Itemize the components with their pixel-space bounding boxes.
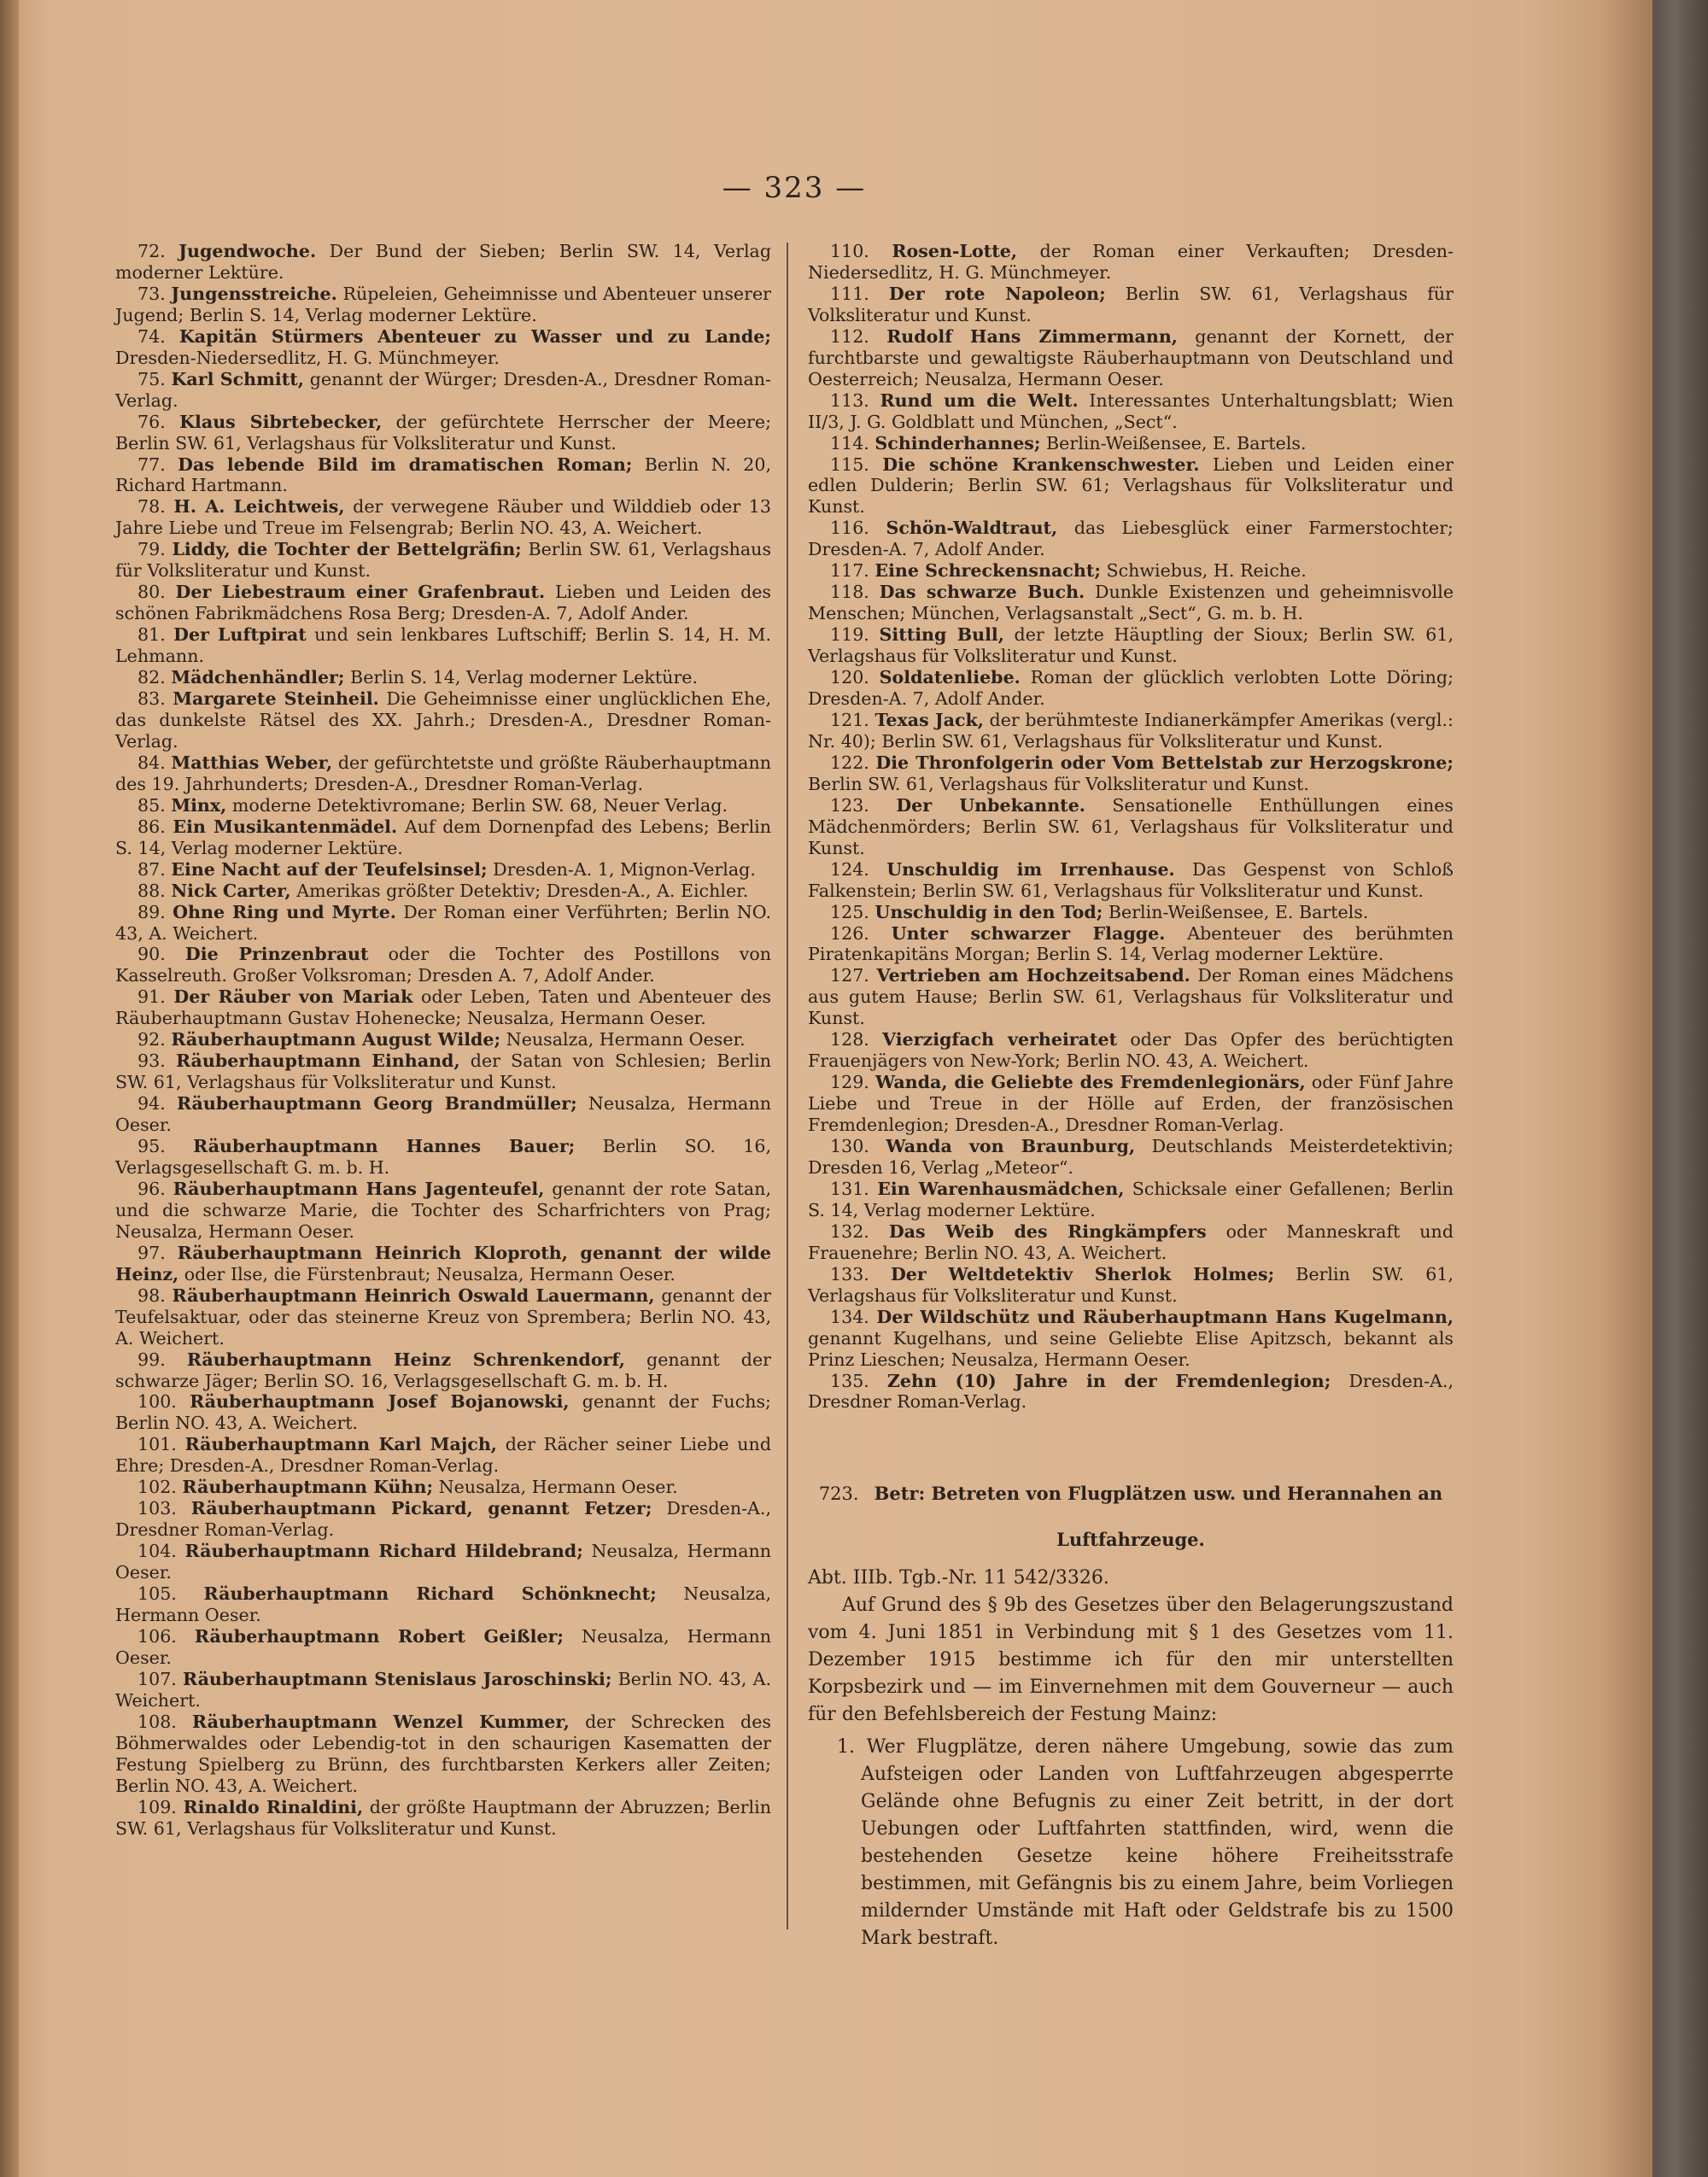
list-item: [808, 752, 1454, 795]
entry-title: Ein Musikantenmädel.: [173, 816, 398, 837]
entry-number: 83.: [137, 688, 166, 710]
decree-number: 723.: [818, 1484, 859, 1504]
list-item: [115, 1626, 771, 1669]
entry-title: Der rote Napoleon;: [888, 283, 1106, 304]
entry-title: Unschuldig in den Tod;: [874, 901, 1103, 922]
entry-text: Berlin SW. 61, Verlagshaus für Volksliteratur und Kunst.: [808, 773, 1309, 794]
list-item: [115, 454, 771, 497]
entry-number: 109.: [137, 1796, 177, 1817]
entry-title: Eine Schreckensnacht;: [874, 560, 1101, 582]
entry-number: 73.: [137, 283, 166, 304]
list-item: [115, 326, 771, 369]
entry-text: Schicksale einer Gefallenen; Berlin S. 14, Verlag moderner Lektüre.: [808, 1178, 1454, 1220]
entry-number: 116.: [830, 518, 869, 539]
entry-title: Ein Warenhausmädchen,: [877, 1178, 1125, 1199]
entry-number: 133.: [830, 1263, 869, 1285]
list-item: [115, 539, 771, 582]
entry-text: oder Ilse, die Fürstenbraut; Neusalza, Hermann Oeser.: [178, 1263, 676, 1285]
entry-text: der Schrecken des Böhmerwaldes oder Lebendig-tot in den schaurigen Kasematten der Festung Spielberg zu Brünn, des furchtbarsten Kerkers aller Zeiten; Berlin NO. 43, A. Weichert.: [115, 1711, 771, 1796]
entry-number: 85.: [137, 794, 166, 816]
entry-number: 103.: [137, 1498, 177, 1519]
entry-title: Matthias Weber,: [171, 752, 333, 773]
entry-title: Eine Nacht auf der Teufelsinsel;: [171, 858, 488, 880]
entry-title: Mädchenhändler;: [171, 667, 345, 688]
list-item: [808, 241, 1454, 284]
entry-text: Neusalza, Hermann Oeser.: [433, 1477, 678, 1498]
entry-title: Texas Jack,: [874, 709, 984, 730]
entry-text: Interessantes Unterhaltungsblatt; Wien II/3, J. G. Goldblatt und München, „Sect“.: [808, 389, 1454, 432]
entry-number: 132.: [830, 1220, 869, 1242]
list-item: [115, 1029, 771, 1050]
list-item: [115, 369, 771, 412]
entry-title: Soldatenliebe.: [879, 667, 1021, 688]
entry-text: der letzte Häuptling der Sioux; Berlin SW. 61, Verlagshaus für Volksliteratur und Kunst.: [808, 624, 1454, 667]
list-item: [115, 859, 771, 881]
entry-number: 92.: [137, 1029, 166, 1050]
entry-title: Räuberhauptmann August Wilde;: [171, 1029, 501, 1050]
entry-title: H. A. Leichtweis,: [173, 496, 345, 518]
entry-title: Wanda von Braunburg,: [886, 1136, 1136, 1157]
list-item: [115, 412, 771, 454]
entry-number: 91.: [137, 986, 166, 1008]
entry-title: Sitting Bull,: [879, 624, 1004, 646]
entry-text: genannt der Teufelsaktuar, oder das steinerne Kreuz von Sprembera; Berlin NO. 43, A. Weichert.: [115, 1285, 771, 1349]
list-item: [115, 902, 771, 945]
entry-number: 79.: [137, 539, 166, 560]
entry-title: Minx,: [171, 794, 227, 816]
entry-text: das Liebesglück einer Farmerstochter; Dresden-A. 7, Adolf Ander.: [808, 518, 1454, 560]
entry-text: Abenteuer des berühmten Piratenkapitäns Morgan; Berlin S. 14, Verlag moderner Lektüre.: [808, 922, 1454, 965]
entry-title: Rosen-Lotte,: [892, 241, 1017, 261]
entry-number: 84.: [137, 752, 166, 773]
entry-number: 134.: [830, 1306, 869, 1327]
entry-text: Berlin-Weißensee, E. Bartels.: [1040, 432, 1307, 454]
entry-title: Räuberhauptmann Heinz Schrenkendorf,: [186, 1349, 625, 1370]
list-item: [115, 1669, 771, 1712]
list-item: [808, 859, 1454, 902]
list-item: [115, 1349, 771, 1392]
list-item: [115, 752, 771, 795]
entry-title: Die Thronfolgerin oder Vom Bettelstab zur Herzogskrone;: [875, 752, 1454, 773]
entry-title: Kapitän Stürmers Abenteuer zu Wasser und zu Lande;: [178, 325, 772, 347]
entry-title: Unter schwarzer Flagge.: [891, 922, 1166, 944]
entry-number: 74.: [137, 325, 166, 347]
list-item: [808, 923, 1454, 966]
list-item: [115, 1797, 771, 1840]
entry-title: Margarete Steinheil.: [173, 688, 379, 710]
entry-text: Der Roman einer Verführten; Berlin NO. 43, A. Weichert.: [115, 901, 771, 944]
entry-number: 112.: [830, 325, 869, 347]
entry-number: 108.: [137, 1711, 177, 1732]
entry-number: 118.: [830, 582, 869, 603]
entry-number: 117.: [830, 560, 869, 582]
entry-text: Deutschlands Meisterdetektivin; Dresden 16, Verlag „Meteor“.: [808, 1136, 1454, 1178]
entry-text: Dresden-Niedersedlitz, H. G. Münchmeyer.: [115, 347, 500, 368]
entry-number: 119.: [830, 624, 869, 646]
left-column: [115, 241, 771, 1839]
list-item: [808, 1136, 1454, 1179]
entry-title: Jugendwoche.: [178, 241, 317, 261]
list-item: [808, 667, 1454, 710]
entry-number: 100.: [137, 1391, 177, 1413]
entry-title: Nick Carter,: [171, 880, 291, 901]
entry-text: Neusalza, Hermann Oeser.: [500, 1029, 746, 1050]
entry-text: Amerikas größter Detektiv; Dresden-A., A. Eichler.: [290, 880, 749, 901]
entry-title: Der Weltdetektiv Sherlok Holmes;: [890, 1263, 1275, 1285]
entry-text: Berlin NO. 43, A. Weichert.: [115, 1668, 772, 1711]
entry-number: 120.: [830, 667, 869, 688]
entry-text: Neusalza, Hermann Oeser.: [115, 1625, 771, 1668]
entry-text: oder Leben, Taten und Abenteuer des Räuberhauptmann Gustav Hohenecke; Neusalza, Hermann Oeser.: [115, 986, 771, 1029]
entry-text: Schwiebus, H. Reiche.: [1100, 560, 1307, 582]
list-item: [115, 944, 771, 986]
entry-title: Räuberhauptmann Josef Bojanowski,: [190, 1391, 570, 1413]
entry-number: 110.: [830, 241, 869, 261]
list-item: [115, 667, 771, 688]
entry-text: der verwegene Räuber und Wilddieb oder 13 Jahre Liebe und Treue im Felsengrab; Berlin NO. 43, A. Weichert.: [115, 496, 771, 539]
entry-title: Der Liebestraum einer Grafenbraut.: [175, 582, 546, 603]
entry-title: Der Luftpirat: [173, 624, 307, 646]
entry-title: Jungensstreiche.: [171, 283, 337, 304]
entry-title: Räuberhauptmann Richard Schönknecht;: [203, 1583, 657, 1605]
entry-number: 126.: [830, 922, 869, 944]
list-item: [115, 1050, 771, 1093]
entry-number: 106.: [137, 1625, 177, 1647]
entry-text: genannt der Fuchs; Berlin NO. 43, A. Weichert.: [115, 1391, 771, 1434]
list-item: [115, 1712, 771, 1797]
entry-text: Der Bund der Sieben; Berlin SW. 14, Verlag moderner Lektüre.: [115, 241, 772, 283]
list-item: [115, 241, 771, 284]
entry-text: der gefürchtetste und größte Räuberhauptmann des 19. Jahrhunderts; Dresden-A., Dresdner Roman-Verlag.: [115, 752, 771, 794]
list-item: [115, 795, 771, 816]
entry-title: Die Prinzenbraut: [184, 944, 369, 965]
entry-title: Rinaldo Rinaldini,: [183, 1796, 364, 1817]
entry-number: 111.: [830, 283, 869, 304]
list-item: [808, 390, 1454, 433]
entry-text: Neusalza, Hermann Oeser.: [115, 1093, 771, 1136]
list-item: [808, 795, 1454, 859]
list-item: [115, 816, 771, 859]
decree-title: Betr: Betreten von Flugplätzen usw. und Herannahen an Luftfahrzeuge.: [874, 1483, 1443, 1550]
book-spine: [1652, 0, 1708, 2177]
left-page-edge: [0, 0, 19, 2177]
entry-title: Schön-Waldtraut,: [886, 518, 1058, 539]
entry-number: 113.: [830, 389, 869, 411]
entry-number: 77.: [137, 454, 166, 475]
entry-title: Das Weib des Ringkämpfers: [888, 1220, 1207, 1242]
entry-text: genannt Kugelhans, und seine Geliebte Elise Apitzsch, bekannt als Prinz Lieschen; Neusalza, Hermann Oeser.: [808, 1327, 1454, 1370]
decree-item-1: 1. Wer Flugplätze, deren nähere Umgebung, sowie das zum Aufsteigen oder Landen von Luftfahrzeugen abgesperrte Gelände ohne Befugnis zu einer Zeit betritt, in der dort Uebungen oder Luftfahrten stattfinden, wird, wenn die bestehenden Gesetze keine höhere Freiheitsstrafe bestimmen, mit Gefängnis bis zu einem Jahre, beim Vorliegen mildernder Umstände mit Haft oder Geldstrafe bis zu 1500 Mark bestraft.: [837, 1736, 1454, 1949]
list-item: [808, 624, 1454, 667]
entry-title: Karl Schmitt,: [171, 368, 304, 389]
entry-number: 86.: [137, 816, 166, 837]
entry-number: 72.: [137, 241, 166, 261]
list-item: [808, 965, 1454, 1029]
entry-text: Neusalza, Hermann Oeser.: [115, 1583, 772, 1625]
entry-text: Berlin SW. 61, Verlagshaus für Volksliteratur und Kunst.: [808, 1263, 1454, 1306]
list-item: [808, 1029, 1454, 1072]
list-item: [115, 1093, 771, 1136]
column-divider: [787, 243, 788, 1929]
entry-number: 102.: [137, 1477, 177, 1498]
entry-title: Der Wildschütz und Räuberhauptmann Hans Kugelmann,: [876, 1306, 1454, 1327]
entry-number: 94.: [137, 1093, 166, 1115]
list-item: [808, 284, 1454, 326]
entry-text: Roman der glücklich verlobten Lotte Döring; Dresden-A. 7, Adolf Ander.: [808, 667, 1454, 710]
entry-text: Neusalza, Hermann Oeser.: [115, 1541, 772, 1583]
list-item: [115, 1541, 771, 1583]
entry-number: 95.: [137, 1136, 166, 1157]
entry-text: Berlin SO. 16, Verlagsgesellschaft G. m. b. H.: [115, 1136, 771, 1178]
entry-text: Dunkle Existenzen und geheimnisvolle Menschen; München, Verlagsanstalt „Sect“, G. m. b. H.: [808, 582, 1454, 624]
entry-text: Dresden-A. 1, Mignon-Verlag.: [487, 858, 756, 880]
entry-text: Auf dem Dornenpfad des Lebens; Berlin S. 14, Verlag moderner Lektüre.: [115, 816, 772, 858]
list-item: [115, 1136, 771, 1179]
decree-body: Auf Grund des § 9b des Gesetzes über den Belagerungszustand vom 4. Juni 1851 in Verbindung mit § 1 des Gesetzes vom 11. Dezember 1915 bestimme ich für den mir unterstellten Korpsbezirk und — im Einvernehmen mit dem Gouverneur — auch für den Befehlsbereich der Festung Mainz:: [808, 1595, 1454, 1725]
entry-title: Rudolf Hans Zimmermann,: [886, 325, 1178, 347]
entry-title: Räuberhauptmann Hannes Bauer;: [193, 1136, 576, 1157]
entry-text: oder Fünf Jahre Liebe und Treue in der Hölle auf Erden, der französischen Fremdenlegion; Dresden-A., Dresdner Roman-Verlag.: [808, 1072, 1454, 1136]
entry-text: Berlin N. 20, Richard Hartmann.: [115, 454, 771, 496]
entry-number: 121.: [830, 709, 869, 730]
entry-title: Wanda, die Geliebte des Fremdenlegionärs,: [875, 1072, 1306, 1093]
entry-text: Berlin SW. 61, Verlagshaus für Volksliteratur und Kunst.: [808, 283, 1454, 325]
entry-text: Berlin S. 14, Verlag moderner Lektüre.: [344, 667, 699, 688]
entry-title: Räuberhauptmann Hans Jagenteufel,: [173, 1178, 545, 1199]
entry-title: Das schwarze Buch.: [879, 582, 1085, 603]
entry-number: 88.: [137, 880, 166, 901]
entry-text: der größte Hauptmann der Abruzzen; Berlin SW. 61, Verlagshaus für Volksliteratur und Kunst.: [115, 1796, 771, 1839]
list-item: [808, 1072, 1454, 1136]
list-item: [808, 902, 1454, 923]
entry-title: Räuberhauptmann Georg Brandmüller;: [176, 1093, 577, 1115]
entry-number: 98.: [137, 1285, 166, 1306]
entry-number: 127.: [830, 965, 869, 986]
entry-text: der gefürchtete Herrscher der Meere; Berlin SW. 61, Verlagshaus für Volksliteratur und Kunst.: [115, 411, 772, 454]
entry-number: 76.: [137, 411, 166, 432]
list-item: [115, 582, 771, 624]
list-item: [808, 518, 1454, 560]
entry-title: Räuberhauptmann Heinrich Kloproth, genannt der wilde Heinz,: [115, 1242, 771, 1285]
list-item: [115, 881, 771, 902]
list-item: [808, 1371, 1454, 1413]
entry-text: der Satan von Schlesien; Berlin SW. 61, Verlagshaus für Volksliteratur und Kunst.: [115, 1050, 771, 1093]
entry-number: 131.: [830, 1178, 869, 1199]
entry-number: 81.: [137, 624, 166, 646]
entry-text: Rüpeleien, Geheimnisse und Abenteuer unserer Jugend; Berlin S. 14, Verlag moderner Lektüre.: [115, 283, 771, 325]
entry-title: Unschuldig im Irrenhause.: [886, 858, 1175, 880]
list-item: [115, 1179, 771, 1243]
list-item: [115, 986, 771, 1029]
entry-number: 123.: [830, 794, 869, 816]
list-item: [808, 326, 1454, 390]
list-item: [115, 496, 771, 539]
entry-text: Der Roman eines Mädchens aus gutem Hause; Berlin SW. 61, Verlagshaus für Volksliteratur und Kunst.: [808, 965, 1454, 1029]
entry-text: oder Manneskraft und Frauenehre; Berlin NO. 43, A. Weichert.: [808, 1220, 1454, 1263]
entry-title: Rund um die Welt.: [880, 389, 1079, 411]
entry-title: Räuberhauptmann Pickard, genannt Fetzer;: [190, 1498, 652, 1519]
entry-title: Räuberhauptmann Stenislaus Jaroschinski;: [182, 1668, 612, 1689]
entry-text: genannt der rote Satan, und die schwarze Marie, die Tochter des Scharfrichters von Prag; Neusalza, Hermann Oeser.: [115, 1178, 771, 1242]
entry-number: 128.: [830, 1029, 869, 1050]
entry-text: Dresden-A., Dresdner Roman-Verlag.: [115, 1498, 772, 1541]
list-item: [808, 454, 1454, 518]
entry-text: Berlin SW. 61, Verlagshaus für Volksliteratur und Kunst.: [115, 539, 772, 582]
entry-number: 80.: [137, 582, 166, 603]
entry-title: Klaus Sibrtebecker,: [179, 411, 383, 432]
entry-title: Vierzigfach verheiratet: [882, 1029, 1118, 1050]
entry-number: 114.: [830, 432, 869, 454]
entry-text: moderne Detektivromane; Berlin SW. 68, Neuer Verlag.: [226, 794, 728, 816]
entry-text: der Rächer seiner Liebe und Ehre; Dresden-A., Dresdner Roman-Verlag.: [115, 1434, 772, 1477]
entry-number: 105.: [137, 1583, 177, 1605]
decree-section: [808, 1471, 1454, 1952]
entry-text: Lieben und Leiden des schönen Fabrikmädchens Rosa Berg; Dresden-A. 7, Adolf Ander.: [115, 582, 772, 624]
entry-number: 87.: [137, 858, 166, 880]
entry-number: 82.: [137, 667, 166, 688]
entry-title: Räuberhauptmann Karl Majch,: [184, 1434, 497, 1455]
list-item: [808, 1179, 1454, 1221]
decree-heading: [808, 1471, 1454, 1563]
entry-number: 122.: [830, 752, 869, 773]
entry-title: Schinderhannes;: [874, 432, 1041, 454]
entry-title: Zehn (10) Jahre in der Fremdenlegion;: [886, 1370, 1331, 1391]
entry-number: 89.: [137, 901, 166, 922]
entry-number: 97.: [137, 1242, 166, 1263]
entry-number: 90.: [137, 944, 166, 965]
entry-text: Lieben und Leiden einer edlen Dulderin; Berlin SW. 61; Verlagshaus für Volksliteratur und Kunst.: [808, 454, 1454, 518]
entry-title: Liddy, die Tochter der Bettelgräfin;: [172, 539, 522, 560]
entry-title: Räuberhauptmann Heinrich Oswald Lauermann,: [172, 1285, 655, 1306]
entry-title: Räuberhauptmann Robert Geißler;: [194, 1625, 564, 1647]
entry-text: der berühmteste Indianerkämpfer Amerikas (vergl.: Nr. 40); Berlin SW. 61, Verlagshaus für Volksliteratur und Kunst.: [808, 709, 1454, 752]
entry-title: Ohne Ring und Myrte.: [173, 901, 396, 922]
list-item: [808, 1264, 1454, 1307]
list-item: [808, 582, 1454, 624]
list-item: [115, 624, 771, 667]
entry-number: 104.: [137, 1541, 177, 1562]
entry-title: Räuberhauptmann Kühn;: [182, 1477, 434, 1498]
entry-text: genannt der schwarze Jäger; Berlin SO. 16, Verlagsgesellschaft G. m. b. H.: [115, 1349, 772, 1391]
entry-text: genannt der Würger; Dresden-A., Dresdner Roman-Verlag.: [115, 368, 772, 411]
entry-text: oder Das Opfer des berüchtigten Frauenjägers von New-York; Berlin NO. 43, A. Weichert.: [808, 1029, 1454, 1072]
entry-number: 99.: [137, 1349, 166, 1370]
entry-title: Räuberhauptmann Wenzel Kummer,: [192, 1711, 570, 1732]
entry-number: 101.: [137, 1434, 177, 1455]
entry-text: oder die Tochter des Postillons von Kasselreuth. Großer Volksroman; Dresden A. 7, Adolf Ander.: [115, 944, 772, 986]
right-column: [808, 241, 1454, 1413]
list-item: [808, 560, 1454, 582]
entry-title: Räuberhauptmann Einhand,: [175, 1050, 460, 1072]
entry-number: 107.: [137, 1668, 177, 1689]
entry-title: Der Unbekannte.: [896, 794, 1085, 816]
entry-number: 78.: [137, 496, 166, 518]
decree-reference: Abt. IIIb. Tgb.-Nr. 11 542/3326.: [808, 1567, 1109, 1589]
list-item: [115, 1583, 771, 1626]
entry-text: Berlin-Weißensee, E. Bartels.: [1103, 901, 1369, 922]
entry-number: 96.: [137, 1178, 166, 1199]
entry-title: Die schöne Krankenschwester.: [882, 454, 1200, 475]
list-item: [115, 1285, 771, 1349]
entry-number: 93.: [137, 1050, 166, 1072]
entry-text: der Roman einer Verkauften; Dresden-Niedersedlitz, H. G. Münchmeyer.: [808, 241, 1454, 283]
entry-title: Das lebende Bild im dramatischen Roman;: [178, 454, 633, 475]
list-item: [808, 1221, 1454, 1264]
list-item: [115, 1391, 771, 1434]
entry-title: Der Räuber von Mariak: [173, 986, 413, 1008]
entry-text: Die Geheimnisse einer unglücklichen Ehe, das dunkelste Rätsel des XX. Jahrh.; Dresden-A., Dresdner Roman-Verlag.: [115, 688, 772, 752]
entry-text: genannt der Kornett, der furchtbarste und gewaltigste Räuberhauptmann von Deutschland und Oesterreich; Neusalza, Hermann Oeser.: [808, 325, 1454, 389]
list-item: [115, 688, 771, 752]
list-item: [808, 433, 1454, 454]
entry-number: 129.: [830, 1072, 869, 1093]
list-item: [808, 710, 1454, 752]
entry-text: Dresden-A., Dresdner Roman-Verlag.: [808, 1370, 1454, 1413]
entry-text: und sein lenkbares Luftschiff; Berlin S. 14, H. M. Lehmann.: [115, 624, 772, 667]
entry-number: 115.: [830, 454, 869, 475]
list-item: [808, 1307, 1454, 1371]
entry-number: 75.: [137, 368, 166, 389]
entry-text: Sensationelle Enthüllungen eines Mädchenmörders; Berlin SW. 61, Verlagshaus für Volksliteratur und Kunst.: [808, 794, 1454, 858]
entry-number: 125.: [830, 901, 869, 922]
entry-number: 135.: [830, 1370, 869, 1391]
entry-title: Vertrieben am Hochzeitsabend.: [876, 965, 1190, 986]
entry-number: 124.: [830, 858, 869, 880]
list-item: [115, 1477, 771, 1498]
page-number: — 323 —: [722, 171, 867, 205]
entry-text: Das Gespenst von Schloß Falkenstein; Berlin SW. 61, Verlagshaus für Volksliteratur und Kunst.: [808, 858, 1454, 901]
list-item: [115, 1243, 771, 1285]
list-item: [115, 284, 771, 326]
list-item: [115, 1434, 771, 1477]
list-item: [115, 1498, 771, 1541]
entry-number: 130.: [830, 1136, 869, 1157]
entry-title: Räuberhauptmann Richard Hildebrand;: [184, 1541, 583, 1562]
